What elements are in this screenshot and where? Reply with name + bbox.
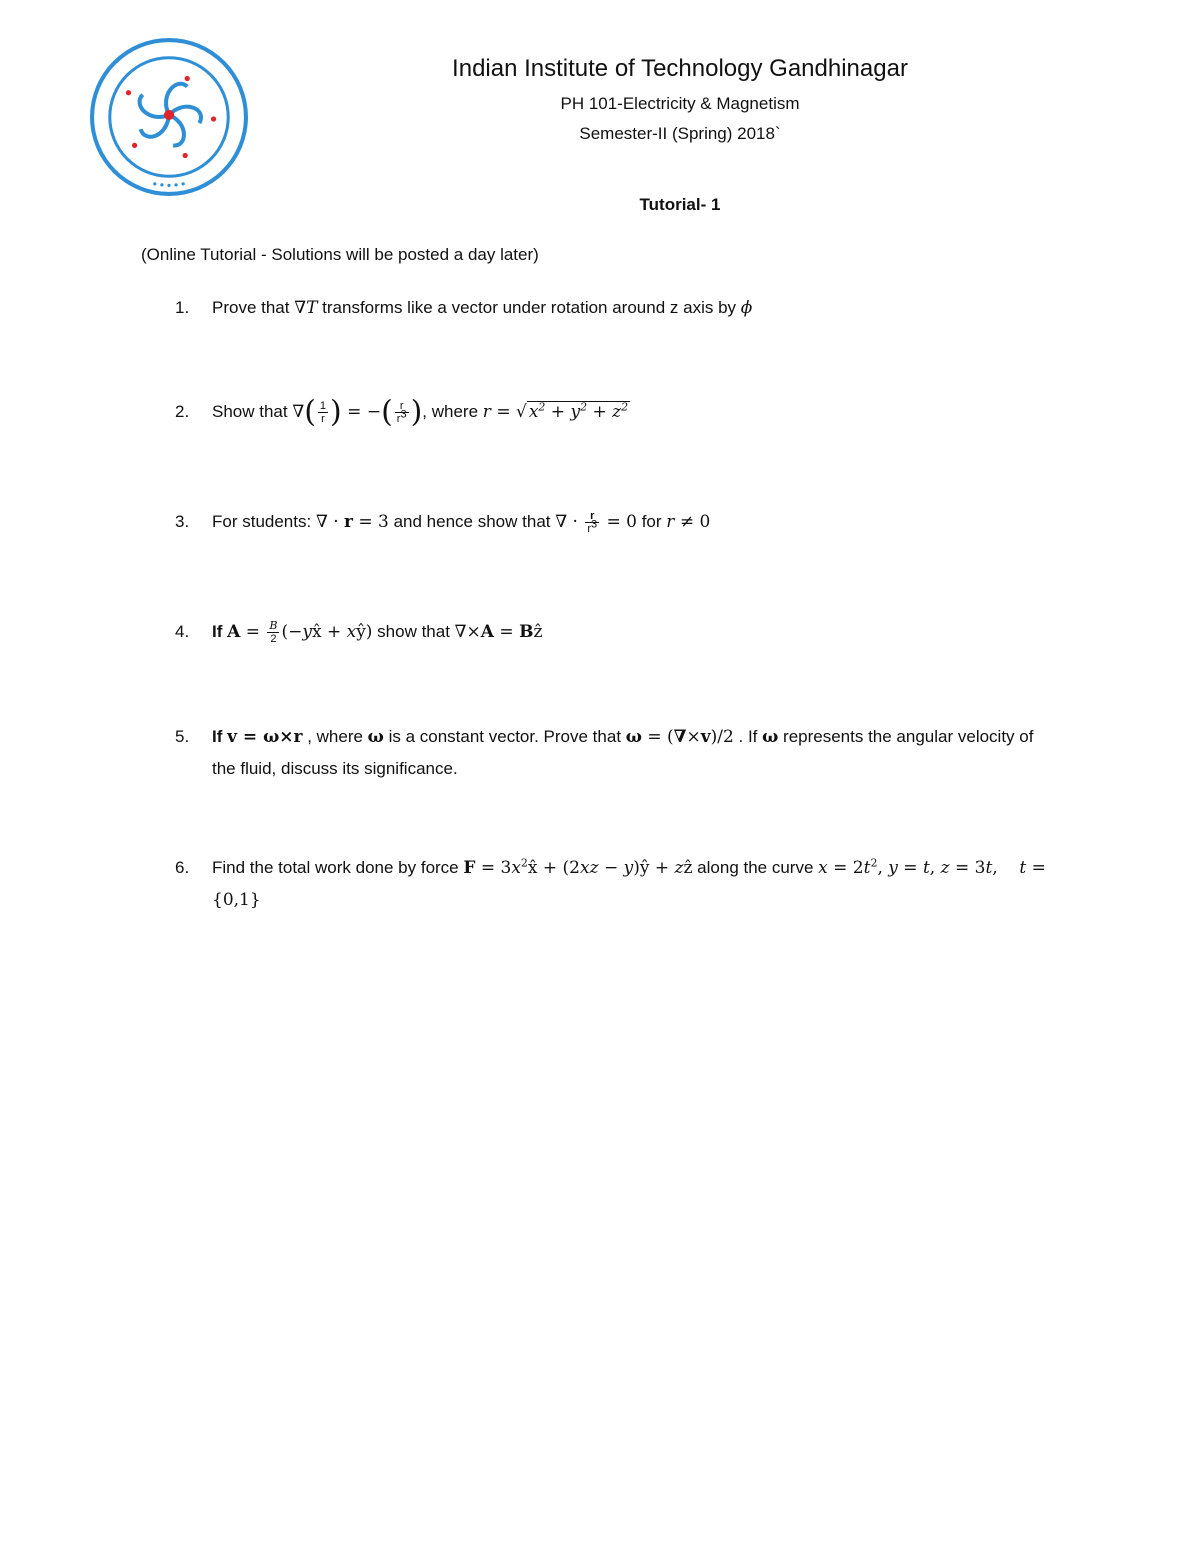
problem-number: 1. (175, 298, 190, 317)
iitgn-logo (88, 36, 250, 198)
problem-text: Prove that ∇T transforms like a vector under rotation around z axis by ϕ (212, 298, 753, 318)
problem-text: For students: ∇ · r = 3 and hence show that ∇ · $\frac{r}{r^3}$ = 0 for r ≠ 0 (212, 510, 711, 536)
problem-5 (175, 721, 1055, 784)
problem-number: 2. (175, 402, 190, 421)
problem-number: 6. (175, 858, 190, 877)
problem-text: If v = ω×r , where ω is a constant vector. Prove that ω = (∇×v)/2 . If ω represents the angular velocity of the fluid, discuss its significance. (212, 727, 1034, 778)
problem-2 (175, 396, 1055, 428)
problem-number: 4. (175, 622, 190, 641)
tutorial-note: (Online Tutorial - Solutions will be posted a day later) (141, 245, 539, 264)
semester-line: Semester-II (Spring) 2018` (579, 124, 781, 143)
problem-4 (175, 616, 1055, 648)
problem-1 (175, 292, 1055, 324)
problem-number: 3. (175, 512, 190, 531)
problem-3 (175, 506, 1055, 538)
problem-text: Show that ∇( $\frac{1}{r}$ ) = −( $\frac{r}{r^3}$ ), where r = √ $x^2 + y^2 + z^2$ (212, 394, 629, 430)
problem-6 (175, 852, 1055, 916)
tutorial-title: Tutorial- 1 (639, 195, 721, 214)
problem-text: Find the total work done by force $F = 3x^2x̂ + (2xz$ − y)ŷ + zẑ along the curve $x = 2t^2$, y = t, z = 3t, t = {0,1} (212, 856, 1046, 910)
course-title: PH 101-Electricity & Magnetism (560, 94, 800, 113)
institute-name: Indian Institute of Technology Gandhinagar (452, 55, 908, 82)
problem-text: If A = $\frac{B}{2}$ (−yx̂ + xŷ) show that ∇×A = Bẑ (212, 619, 543, 646)
problem-number: 5. (175, 727, 190, 746)
